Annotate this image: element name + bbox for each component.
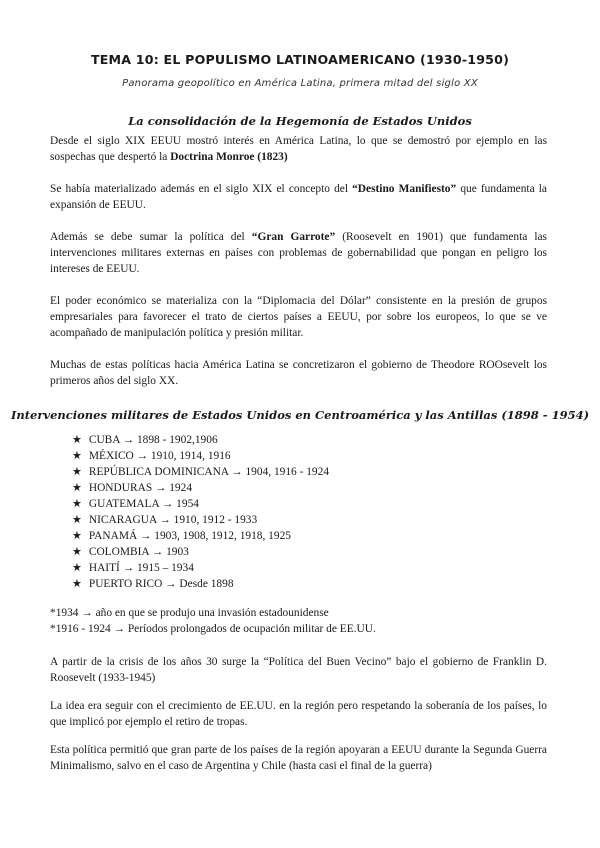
- document-title: TEMA 10: EL POPULISMO LATINOAMERICANO (1930-1950): [90, 52, 510, 67]
- list-item-text: MÉXICO → 1910, 1914, 1916: [88, 450, 231, 462]
- list-item: [72, 560, 329, 576]
- section-heading-intervenciones: Intervenciones militares de Estados Unidos en Centroamérica y las Antillas (1898 - 1954): [10, 408, 590, 422]
- star-icon: ★: [72, 434, 82, 446]
- list-item: [72, 544, 329, 560]
- list-item-text: GUATEMALA → 1954: [88, 498, 199, 510]
- star-icon: ★: [72, 466, 82, 478]
- list-item: [72, 480, 329, 496]
- bold-term-doctrina-monroe: Doctrina Monroe (1823): [170, 151, 288, 163]
- list-item-text: COLOMBIA → 1903: [88, 546, 189, 558]
- bold-term-destino-manifiesto: “Destino Manifiesto”: [352, 183, 457, 195]
- star-icon: ★: [72, 514, 82, 526]
- star-icon: ★: [72, 498, 82, 510]
- paragraph-buen-vecino: A partir de la crisis de los años 30 surge la “Política del Buen Vecino” bajo el gobierno de Franklin D. Roosevelt (1933-1945): [50, 656, 547, 684]
- star-icon: ★: [72, 578, 82, 590]
- paragraph-text: Se había materializado además en el siglo XIX el concepto del: [50, 183, 353, 195]
- list-item: [72, 448, 329, 464]
- bold-term-gran-garrote: “Gran Garrote”: [251, 231, 336, 243]
- list-item-text: HONDURAS → 1924: [88, 482, 193, 494]
- footnote-1934: *1934 → año en que se produjo una invasión estadounidense: [50, 607, 329, 619]
- list-item-text: NICARAGUA → 1910, 1912 - 1933: [88, 514, 258, 526]
- paragraph-text: que fundamenta la expansión de EEUU.: [50, 183, 547, 211]
- list-item: [72, 464, 329, 480]
- footnote-1916-1924: *1916 - 1924 → Períodos prolongados de ocupación militar de EE.UU.: [50, 623, 376, 635]
- paragraph-text: (Roosevelt en 1901) que fundamenta las intervenciones militares externas en países con problemas de gobernabilidad que pongan en peligro los intereses de EEUU.: [50, 231, 547, 275]
- paragraph-segunda-guerra: Esta política permitió que gran parte de los países de la región apoyaran a EEUU durante la Segunda Guerra Minimalismo, salvo en el caso de Argentina y Chile (hasta casi el final de la guerra): [50, 744, 547, 772]
- paragraph-monroe: [50, 133, 547, 165]
- list-item: [72, 432, 329, 448]
- paragraph-destino-manifiesto: [50, 181, 547, 213]
- section-heading-hegemonia: La consolidación de la Hegemonía de Estados Unidos: [128, 114, 472, 128]
- paragraph-diplomacia-dolar: El poder económico se materializa con la “Diplomacia del Dólar” consistente en la presión de grupos empresariales para favorecer el trato de ciertos países a EEUU, por sobre los europeos, lo que se ve acompañado de manipulación política y presión militar.: [50, 295, 547, 339]
- paragraph-roosevelt: Muchas de estas políticas hacia América Latina se concretizaron el gobierno de Theodore ROOsevelt los primeros años del siglo XX.: [50, 359, 547, 387]
- paragraph-gran-garrote: [50, 229, 547, 277]
- interventions-list: [72, 432, 329, 592]
- document-subtitle: Panorama geopolítico en América Latina, primera mitad del siglo XX: [122, 78, 478, 89]
- star-icon: ★: [72, 450, 82, 462]
- star-icon: ★: [72, 546, 82, 558]
- list-item: [72, 496, 329, 512]
- paragraph-text: Además se debe sumar la política del: [50, 231, 252, 243]
- paragraph-soberania: La idea era seguir con el crecimiento de EE.UU. en la región pero respetando la soberanía de los países, lo que implicó por ejemplo el retiro de tropas.: [50, 700, 547, 728]
- list-item: [72, 528, 329, 544]
- list-item: [72, 512, 329, 528]
- list-item: [72, 576, 329, 592]
- list-item-text: HAITÍ → 1915 – 1934: [88, 562, 194, 574]
- list-item-text: CUBA → 1898 - 1902,1906: [88, 434, 218, 446]
- list-item-text: REPÚBLICA DOMINICANA → 1904, 1916 - 1924: [88, 466, 330, 478]
- list-item-text: PUERTO RICO → Desde 1898: [88, 578, 234, 590]
- star-icon: ★: [72, 530, 82, 542]
- star-icon: ★: [72, 562, 82, 574]
- star-icon: ★: [72, 482, 82, 494]
- list-item-text: PANAMÁ → 1903, 1908, 1912, 1918, 1925: [88, 530, 291, 542]
- paragraph-text: Desde el siglo XIX EEUU mostró interés en América Latina, lo que se demostró por ejemplo en las sospechas que despertó la: [50, 135, 547, 163]
